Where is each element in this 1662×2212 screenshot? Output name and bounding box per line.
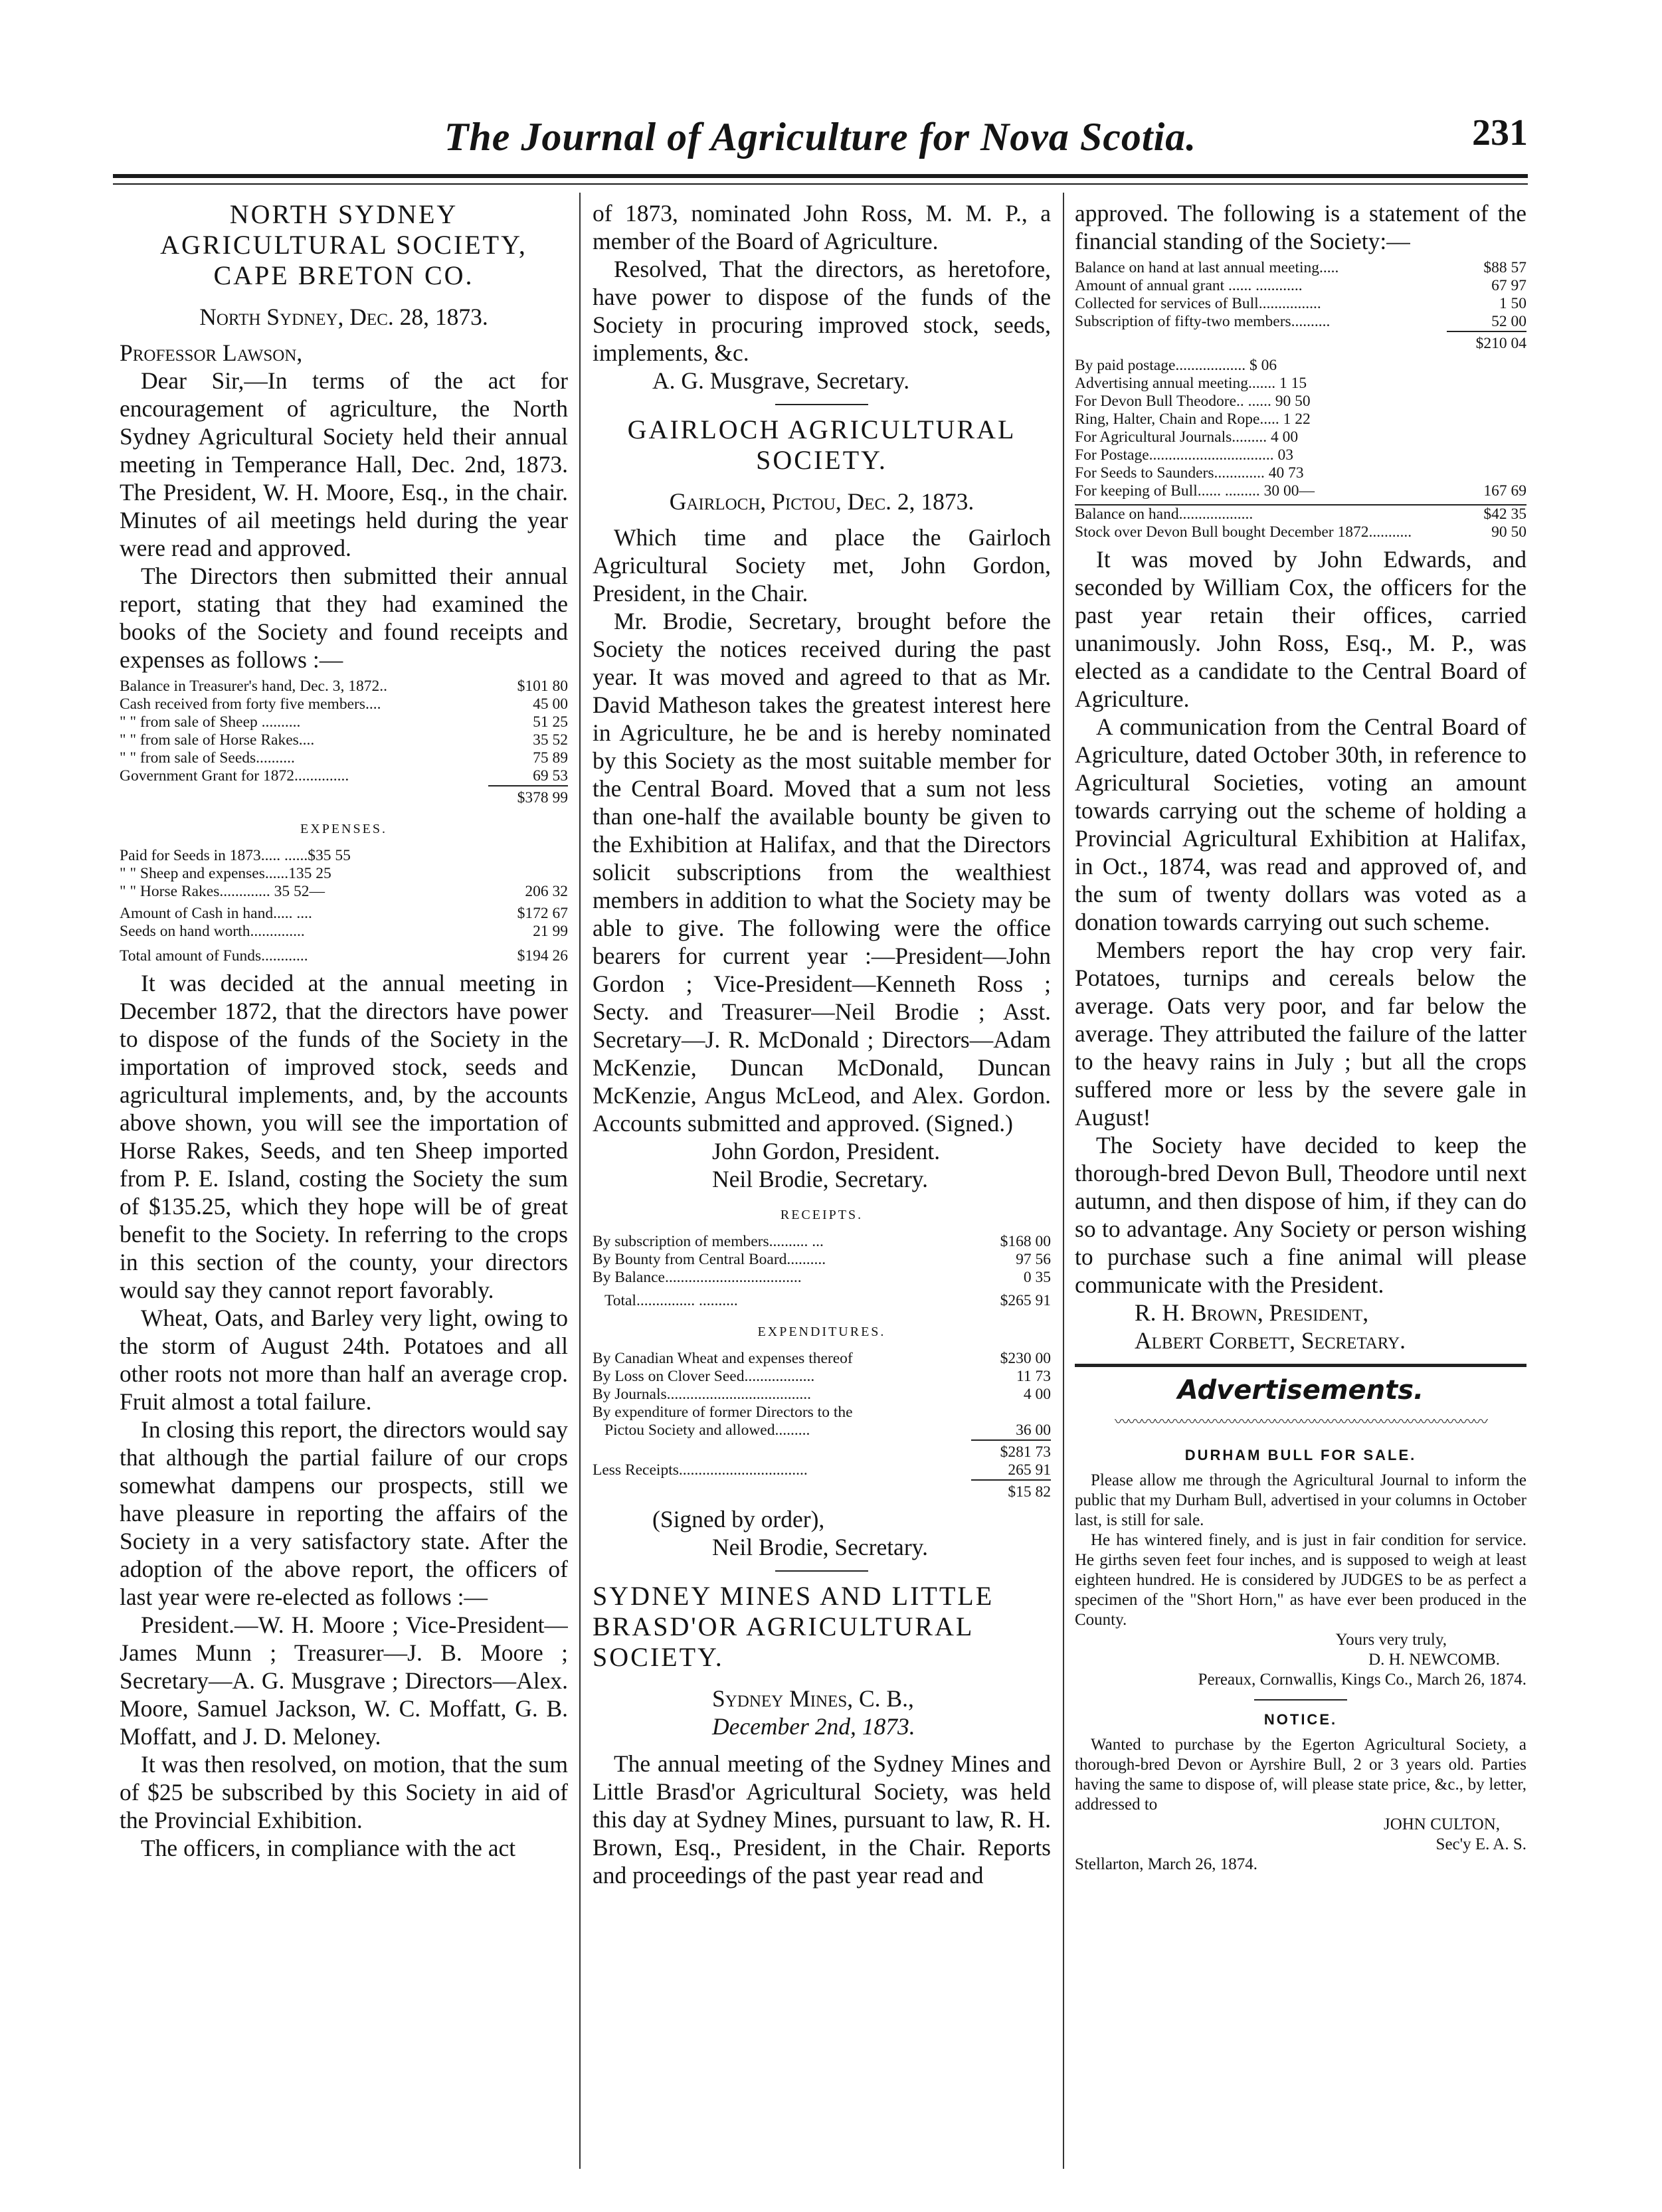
paragraph: President.—W. H. Moore ; Vice-President—James Munn ; Treasurer—J. B. Moore ; Secretary—A. G. Musgrave ; Directors—Alex. Moore, Samuel Jackson, W. C. Moffatt, G. B. Moffatt, and J. D. Meloney. [120, 1612, 568, 1750]
row-amount [488, 847, 568, 865]
table-row [120, 923, 568, 941]
row-amount: 206 32 [525, 883, 568, 900]
paragraph: Dear Sir,—In terms of the act for encouragement of agriculture, the North Sydney Agricultural Society held their annual meeting in Temperance Hall, Dec. 2nd, 1873. The President, W. H. Moore, Esq., in the chair. Minutes of ail meetings held during the year were read and approved. [120, 367, 568, 561]
paragraph: The officers, in compliance with the act [141, 1835, 516, 1861]
row-amount: 45 00 [533, 695, 568, 713]
ad-title: DURHAM BULL FOR SALE. [1184, 1447, 1417, 1463]
table-row [1075, 446, 1526, 464]
table-row [120, 883, 568, 901]
row-label: By Loss on Clover Seed.................. [593, 1368, 815, 1385]
expenditures-table [593, 1350, 1051, 1501]
table-row [120, 713, 568, 731]
wavy-rule: 〰〰〰〰〰〰〰〰〰〰〰〰〰〰〰〰〰〰〰〰〰〰〰〰〰〰〰〰 [1114, 1414, 1487, 1430]
table-row [593, 1368, 1051, 1386]
ad-signature: Sec'y E. A. S. [1435, 1835, 1526, 1853]
ad-title: NOTICE. [1263, 1711, 1338, 1728]
table-row [593, 1350, 1051, 1368]
table-row [1075, 393, 1526, 411]
paragraph: The Directors then submitted their annual report, stating that they had examined the books of the Society and found receipts and expenses as follows :— [120, 563, 568, 673]
column-1 [120, 199, 568, 2166]
row-label: By subscription of members.......... ... [593, 1233, 824, 1250]
row-amount: $15 82 [971, 1480, 1051, 1501]
ad-paragraph: He has wintered finely, and is just in fair condition for service. He girths seven feet four inches, and is supposed to weigh at least eighteen hundred. He is considered by JUDGES to be as perfect a specimen of the "Short Horn," as have ever been produced in the County. [1075, 1531, 1526, 1629]
row-amount [1447, 393, 1526, 411]
total-row [1075, 331, 1526, 353]
table-row [120, 905, 568, 923]
paragraph: A communication from the Central Board of Agriculture, dated October 30th, in reference to Agricultural Societies, voting an amount towards carrying out the scheme of holding a Provincial Agricultural Exhibition at Halifax, in Oct., 1874, was read and approved of, and the sum of twenty dollars was voted as a donation towards carrying out such scheme. [1075, 713, 1526, 935]
column-divider [579, 193, 581, 2169]
row-label: By paid postage.................. $ 06 [1075, 357, 1277, 374]
row-label: " " Sheep and expenses......135 25 [120, 865, 331, 882]
row-amount: 4 00 [1023, 1386, 1051, 1403]
header-rule [113, 174, 1528, 178]
table-row [593, 1422, 1051, 1440]
row-label: Cash received from forty five members.... [120, 695, 381, 713]
paragraph: of 1873, nominated John Ross, M. M. P., a member of the Board of Agriculture. [593, 200, 1051, 254]
row-label: " " from sale of Horse Rakes.... [120, 731, 315, 749]
table-row [120, 749, 568, 767]
table-row [1075, 357, 1526, 375]
expenses-table [1075, 357, 1526, 500]
table-row [120, 865, 568, 883]
row-amount: 265 91 [1008, 1461, 1051, 1479]
row-amount: $101 80 [517, 678, 568, 695]
row-label: For Postage................................ 03 [1075, 446, 1293, 464]
row-amount: $88 57 [1483, 259, 1526, 276]
article-heading: NORTH SYDNEY AGRICULTURAL SOCIETY, CAPE BRETON CO. [160, 199, 527, 290]
row-amount: $281 73 [971, 1440, 1051, 1461]
table-row [593, 1251, 1051, 1269]
row-label: " " from sale of Seeds.......... [120, 749, 295, 767]
signature: Neil Brodie, Secretary. [712, 1534, 928, 1560]
row-amount [1447, 428, 1526, 446]
table-row [1075, 428, 1526, 446]
table-row [1075, 375, 1526, 393]
separator [775, 1570, 868, 1572]
signature: A. G. Musgrave, Secretary. [652, 367, 910, 394]
dateline: Sydney Mines, C. B., [712, 1685, 914, 1712]
table-row [1075, 313, 1526, 331]
table-row [120, 767, 568, 786]
row-label: Collected for services of Bull................ [1075, 295, 1321, 312]
receipts-total: $378 99 [488, 786, 568, 807]
table-row [1075, 411, 1526, 428]
row-label: Less Receipts................................. [593, 1461, 808, 1479]
total-row [120, 786, 568, 807]
row-amount: 69 53 [533, 767, 568, 784]
ad-location: Pereaux, Cornwallis, Kings Co., March 26, 1874. [1198, 1671, 1526, 1689]
table-row [120, 941, 568, 965]
row-amount [488, 865, 568, 883]
row-label: Amount of annual grant ...... ............ [1075, 277, 1303, 294]
row-label: By Balance................................... [593, 1269, 802, 1286]
paragraph: Members report the hay crop very fair. Potatoes, turnips and cereals below the average. Oats very poor, and far below the average. They attributed the failure of the latter to the heavy rains in July ; but all the crops suffered more or less by the severe gale in August! [1075, 937, 1526, 1131]
balance-table [1075, 504, 1526, 541]
ad-signature: D. H. NEWCOMB. [1368, 1651, 1500, 1669]
table-row [120, 731, 568, 749]
row-amount [971, 1404, 1051, 1422]
table-row [593, 1404, 1051, 1422]
row-amount [1447, 464, 1526, 482]
row-label: Balance on hand................... [1075, 506, 1253, 523]
row-label: Ring, Halter, Chain and Rope..... 1 22 [1075, 411, 1311, 428]
row-amount: 75 89 [533, 749, 568, 767]
separator [1075, 1364, 1526, 1367]
page-header [113, 100, 1528, 166]
table-row [1075, 277, 1526, 295]
paragraph: approved. The following is a statement of the financial standing of the Society:— [1075, 200, 1526, 254]
table-row [593, 1461, 1051, 1480]
row-label: Seeds on hand worth.............. [120, 923, 305, 940]
row-amount: 90 50 [1491, 523, 1526, 541]
row-amount [1447, 375, 1526, 393]
advertisement [1075, 1710, 1526, 1875]
page-number: 231 [1472, 112, 1528, 153]
row-label: Advertising annual meeting....... 1 15 [1075, 375, 1307, 392]
row-amount: 52 00 [1491, 313, 1526, 330]
row-label: Total............... .......... [604, 1292, 738, 1309]
ad-paragraph: Wanted to purchase by the Egerton Agricultural Society, a thorough-bred Devon or Ayrshire Bull, 2 or 3 years old. Parties having the same to dispose of, will please state price, &c., by letter, addressed to [1075, 1736, 1526, 1813]
total-row [593, 1480, 1051, 1501]
dateline: December 2nd, 1873. [712, 1713, 915, 1740]
ad-location: Stellarton, March 26, 1874. [1075, 1855, 1257, 1873]
row-amount: 36 00 [1016, 1422, 1051, 1439]
journal-title: The Journal of Agriculture for Nova Scotia. [444, 115, 1197, 159]
total-row [593, 1440, 1051, 1461]
table-row [1075, 259, 1526, 277]
row-label: Balance on hand at last annual meeting..... [1075, 259, 1339, 276]
row-label: Paid for Seeds in 1873..... ......$35 55 [120, 847, 351, 864]
paragraph: The Society have decided to keep the thorough-bred Devon Bull, Theodore until next autumn, and then dispose of him, if they can do so to advantage. Any Society or person wishing to purchase such a fine animal will please communicate with the President. [1075, 1132, 1526, 1298]
paragraph: It was moved by John Edwards, and seconded by William Cox, the officers for the past year retain their offices, carried unanimously. John Ross, Esq., M. P., was elected as a candidate to the Central Board of Agriculture. [1075, 546, 1526, 712]
row-amount [1447, 446, 1526, 464]
dateline: North Sydney, Dec. 28, 1873. [199, 304, 488, 330]
row-label: Balance in Treasurer's hand, Dec. 3, 1872.. [120, 678, 387, 695]
paragraph: Resolved, That the directors, as heretofore, have power to dispose of the funds of the Society in procuring improved stock, seeds, implements, &c. [593, 256, 1051, 366]
expenditures-heading: EXPENDITURES. [757, 1325, 886, 1339]
row-label: By Bounty from Central Board.......... [593, 1251, 826, 1268]
row-amount: $265 91 [1000, 1292, 1051, 1309]
column-divider [1063, 193, 1064, 2169]
row-amount: 67 97 [1491, 277, 1526, 294]
paragraph: Which time and place the Gairloch Agricultural Society met, John Gordon, President, in the Chair. [593, 524, 1051, 606]
ad-signature: JOHN CULTON, [1383, 1815, 1500, 1833]
row-label: Government Grant for 1872.............. [120, 767, 349, 784]
row-label: By Journals..................................... [593, 1386, 811, 1403]
ad-closing: Yours very truly, [1335, 1631, 1447, 1649]
row-amount: $172 67 [517, 905, 568, 922]
row-label: By Canadian Wheat and expenses thereof [593, 1350, 853, 1367]
row-amount: $230 00 [1000, 1350, 1051, 1367]
receipts-table [1075, 259, 1526, 353]
paragraph: In closing this report, the directors would say that although the partial failure of our crops somewhat dampens our prospects, still we have pleasure in reporting the affairs of the Society in a very satisfactory state. After the adoption of the above report, the officers of last year were re-elected as follows :— [120, 1416, 568, 1610]
row-label: " " Horse Rakes............. 35 52— [120, 883, 325, 900]
row-label: " " from sale of Sheep .......... [120, 713, 301, 731]
table-row [120, 678, 568, 695]
table-row [1075, 505, 1526, 523]
row-amount: 21 99 [533, 923, 568, 940]
advertisements-heading: Advertisements. [1177, 1375, 1424, 1406]
signature: (Signed by order), [652, 1506, 825, 1532]
paragraph: Wheat, Oats, and Barley very light, owing to the storm of August 24th. Potatoes and all other roots not more than half an average crop. Fruit almost a total failure. [120, 1305, 568, 1415]
separator [775, 404, 868, 405]
article-heading: GAIRLOCH AGRICULTURAL SOCIETY. [627, 415, 1016, 475]
table-row [1075, 295, 1526, 313]
table-row [1075, 523, 1526, 541]
row-label: For Agricultural Journals......... 4 00 [1075, 428, 1299, 446]
row-label: Stock over Devon Bull bought December 1872........... [1075, 523, 1412, 541]
paragraph: It was decided at the annual meeting in December 1872, that the directors have power to dispose of the funds of the Society in the importation of improved stock, seeds and agricultural implements, and, by the accounts above shown, you will see the importation of Horse Rakes, Seeds, and ten Sheep imported from P. E. Island, costing the Society the sum of $135.25, which they hope will be of great benefit to the Society. In referring to the crops in this section of the county, your directors would say they cannot report favorably. [120, 970, 568, 1303]
signature: R. H. Brown, President, [1135, 1299, 1369, 1326]
table-row [1075, 464, 1526, 482]
receipts-table [120, 678, 568, 807]
row-label: For keeping of Bull...... ......... 30 00— [1075, 482, 1315, 500]
article-heading: SYDNEY MINES AND LITTLE BRASD'OR AGRICULTURAL SOCIETY. [593, 1581, 994, 1672]
row-amount [1447, 411, 1526, 428]
header-rule-thin [113, 183, 1528, 185]
paragraph: Mr. Brodie, Secretary, brought before the Society the notices received during the past year. It was moved and agreed to that as Mr. David Matheson takes the greatest interest here in Agriculture, he be and is hereby nominated by this Society as the most suitable member for the Central Board. Moved that a sum not less than one-half the available bounty be given to the Exhibition at Halifax, and that the Directors solicit subscriptions from the wealthiest members in addition to what the Society may be able to give. The following were the office bearers for current year :—President—John Gordon ; Vice-President—Kenneth Ross ; Secty. and Treasurer—Neil Brodie ; Asst. Secretary—J. R. McDonald ; Directors—Adam McKenzie, Duncan McDonald, Duncan McKenzie, Angus McLeod, and Alex. Gordon. Accounts submitted and approved. (Signed.) [593, 608, 1051, 1137]
column-3 [1075, 199, 1526, 2166]
row-amount: 35 52 [533, 731, 568, 749]
table-row [120, 847, 568, 865]
paragraph: It was then resolved, on motion, that the sum of $25 be subscribed by this Society in aid of the Provincial Exhibition. [120, 1751, 568, 1833]
row-label: For Devon Bull Theodore.. ...... 90 50 [1075, 393, 1311, 410]
row-label: By expenditure of former Directors to the [593, 1404, 853, 1421]
row-label: Pictou Society and allowed......... [604, 1422, 810, 1439]
signature: Neil Brodie, Secretary. [712, 1166, 928, 1192]
row-label: Amount of Cash in hand..... .... [120, 905, 312, 922]
row-amount: $210 04 [1447, 331, 1526, 353]
salutation: Professor Lawson, [120, 339, 303, 366]
dateline: Gairloch, Pictou, Dec. 2, 1873. [669, 488, 974, 515]
receipts-table [593, 1233, 1051, 1310]
table-row [593, 1233, 1051, 1251]
expenses-heading: EXPENSES. [300, 822, 387, 836]
paragraph: The annual meeting of the Sydney Mines and Little Brasd'or Agricultural Society, was held this day at Sydney Mines, pursuant to law, R. H. Brown, Esq., President, in the Chair. Reports and proceedings of the past year read and [593, 1750, 1051, 1889]
funds-table [120, 905, 568, 965]
row-amount: $168 00 [1000, 1233, 1051, 1250]
expenses-table [120, 847, 568, 901]
table-row [593, 1269, 1051, 1287]
row-label: For Seeds to Saunders............. 40 73 [1075, 464, 1304, 482]
row-amount: 1 50 [1499, 295, 1526, 312]
row-amount: 11 73 [1016, 1368, 1051, 1385]
row-amount: $42 35 [1483, 506, 1526, 523]
receipts-heading: RECEIPTS. [780, 1208, 864, 1222]
total-row [593, 1287, 1051, 1310]
row-amount: 167 69 [1483, 482, 1526, 500]
table-row [1075, 482, 1526, 500]
row-label: Total amount of Funds............ [120, 947, 308, 965]
row-amount: $194 26 [517, 947, 568, 965]
table-row [593, 1386, 1051, 1404]
separator [1254, 1699, 1347, 1701]
ad-paragraph: Please allow me through the Agricultural Journal to inform the public that my Durham Bull, advertised in your columns in October last, is still for sale. [1075, 1471, 1526, 1529]
signature: John Gordon, President. [712, 1138, 941, 1164]
advertisement [1075, 1445, 1526, 1690]
signature: Albert Corbett, Secretary. [1135, 1327, 1406, 1354]
table-row [120, 695, 568, 713]
row-amount: 51 25 [533, 713, 568, 731]
row-amount: 0 35 [1023, 1269, 1051, 1286]
row-amount: 97 56 [1016, 1251, 1051, 1268]
row-amount [1447, 357, 1526, 375]
column-2 [593, 199, 1051, 2166]
row-label: Subscription of fifty-two members.......... [1075, 313, 1331, 330]
